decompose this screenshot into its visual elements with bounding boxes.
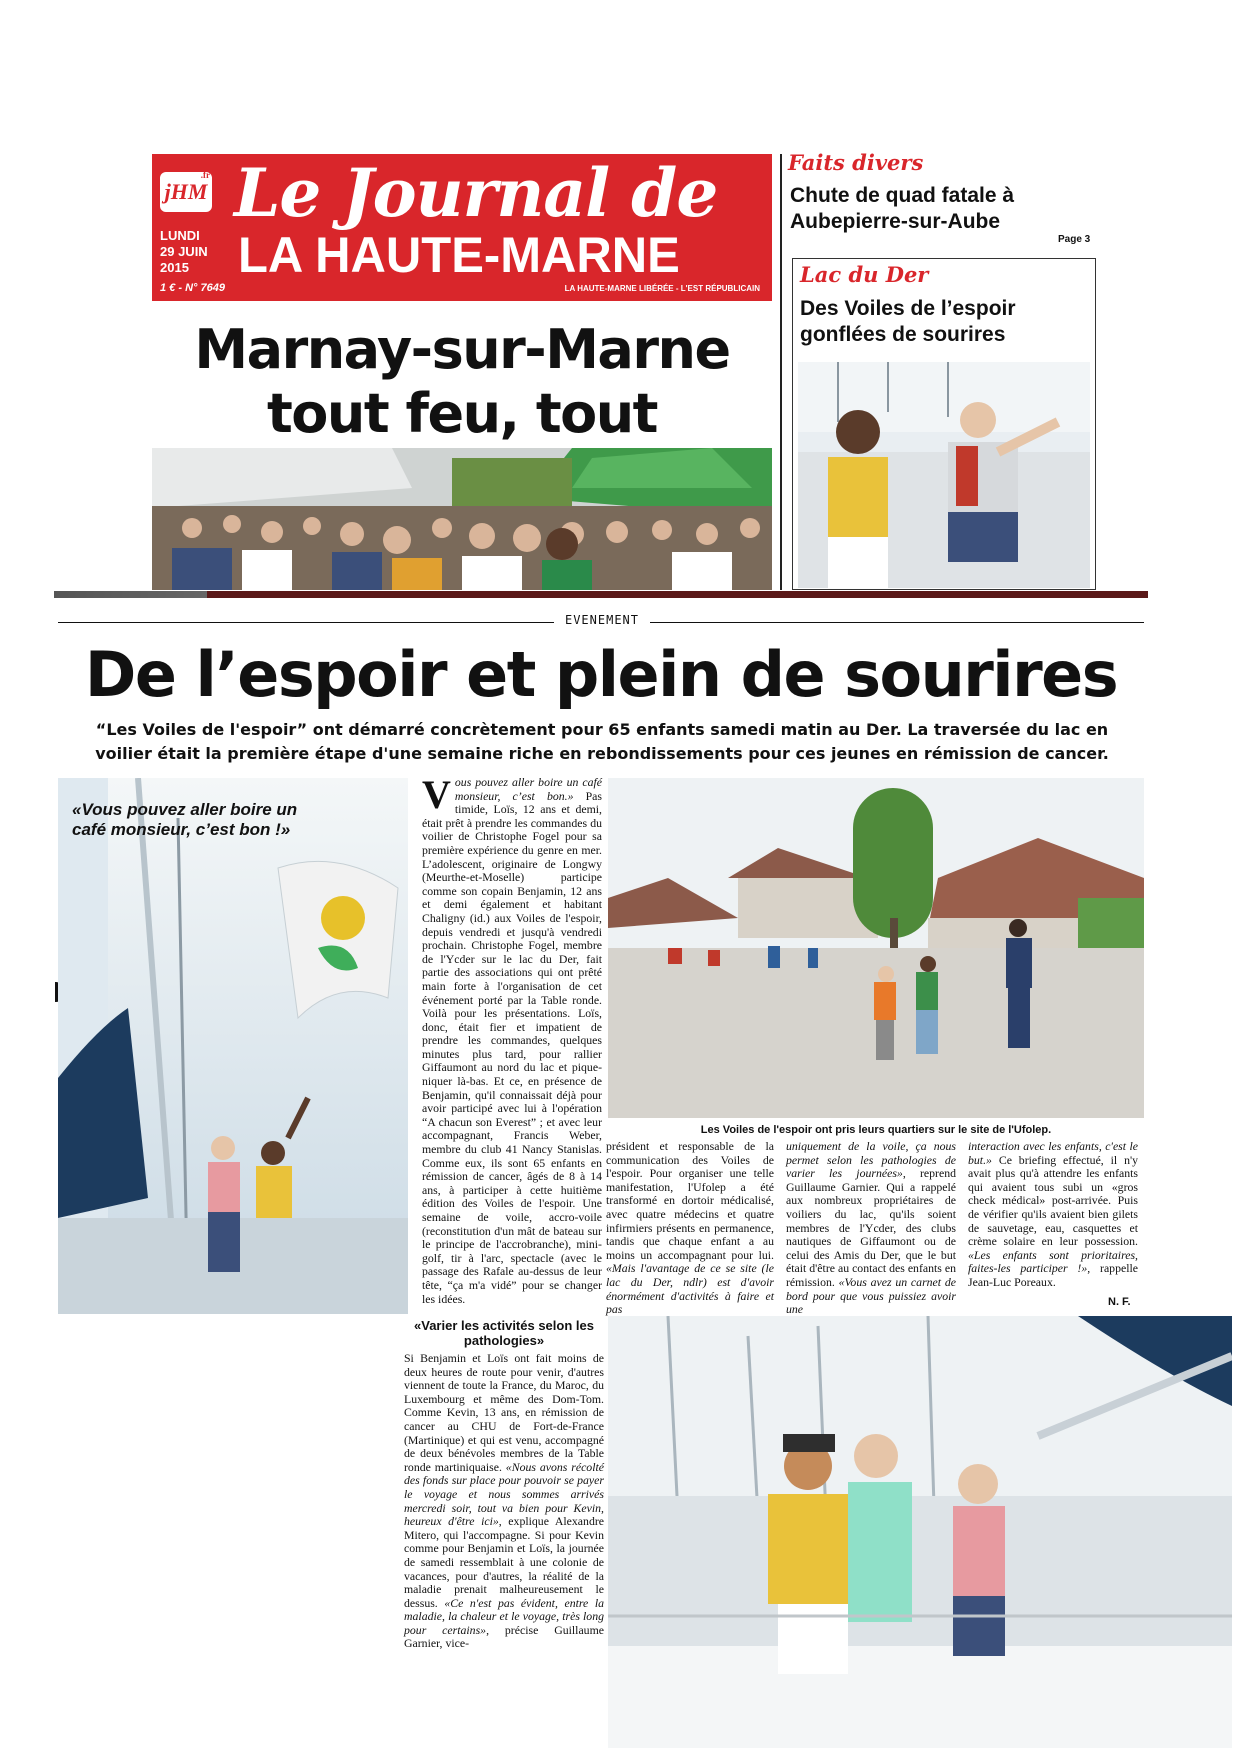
article-column-4 [968,1140,1138,1290]
column-4-text-2: , rappelle Jean-Luc Poreaux. [968,1261,1139,1289]
issue-date: LUNDI 29 JUIN 2015 [160,228,208,275]
newspaper-title-line1: Le Journal de [234,154,718,232]
logo-suffix: .fr [200,170,210,180]
issue-number: 1 € - N° 7649 [160,282,225,294]
article-subhead: «Varier les activités selon les pathologies» [414,1318,594,1348]
kevin-quote: «Nous avons récolté des fonds sur place pour pouvoir se payer le voyage et nous sommes arrivés mercredi soir, tout va bien pour Kevin, heureux d'être ici» [404,1459,604,1529]
column-4-quote-2: «Les enfants sont prioritaires, faites-les participer !» [968,1247,1138,1276]
newspaper-title-line2: LA HAUTE-MARNE [238,227,680,283]
section-label: EVENEMENT [564,613,640,627]
article-column-1-continued [404,1316,604,1651]
opening-quote: ous pouvez aller boire un café monsieur, c’est bon.» [454,775,602,803]
column-3-quote: uniquement de la voile, ça nous permet selon les pathologies de varier les journées» [786,1139,956,1181]
column-1b-text-2: , explique Alexandre Mitero, qui l'accompagne. Si pour Kevin comme pour Benjamin et Loïs, la journée de samedi ressemblait à une colonie de vacances, pour d'autres, la réalité de la maladie prenait malheureusement le dessus. [404,1514,605,1610]
article-column-1 [422,772,603,1306]
column-2-quote: «Mais l'avantage de ce se site (le lac du Der, ndlr) est d'avoir énormément d'activités à faire et pas [606,1261,774,1317]
page-reference: Page 3 [1058,234,1091,245]
lac-du-der-kicker: Lac du Der [800,262,929,287]
section-rule [58,622,554,623]
article-lead: “Les Voiles de l'espoir” ont démarré concrètement pour 65 enfants samedi matin au Der. La traversée du lac en voilier était la première étape d'une semaine riche en rebondissements pour ces jeunes en rémission de cancer. [95,720,1109,763]
article-title: De l’espoir et plein de sourires [84,638,1118,711]
front-headline: Marnay-sur-Marne tout feu, tout [194,318,730,445]
lac-du-der-teaser: Des Voiles de l’espoir gonflées de sourires [800,297,1016,346]
column-3-quote-2: «Vous avez un carnet de bord pour que vous puissiez avoir une [786,1274,956,1317]
kids-on-boat-photo [798,362,1090,588]
logo-text: jHM [164,179,208,204]
column-4-text: Ce briefing effectué, il n'y avait plus qu'à attendre les enfants qui avaient tous subi un «gros check médical» post-arrivée. Puis de vérifier qu'ils avaient bien gilets de sauvetage, eau, casquettes et crème solaire en leur possession. [968,1152,1138,1249]
column-2-text: président et responsable de la communication des Voiles de l'espoir. Pour organiser une telle manifestation, l'Ufolep a été transformé en dortoir médicalisé, avec quatre médecins et quatre infirmiers présents en permanence, tandis que chaque enfant a au moins un accompagnant pour lui. [606,1139,774,1262]
photo-caption: Les Voiles de l'espoir ont pris leurs quartiers sur le site de l'Ufolep. [700,1124,1052,1136]
column-1-text: Pas timide, Loïs, 12 ans et demi, était prêt à prendre les commandes du voilier de Christophe Fogel pour sa première expérience du genre en mer. L’adolescent, originaire de Longwy (Meurthe-et-Moselle) participe comme son copain Benjamin, 12 ans et demi également et habitant Chaligny (id.) aux Voiles de l'espoir, depuis vendredi et jusqu'à vendredi prochain. Christophe Fogel, membre de l'Ycder sur le lac du Der, fait partie des associations qui ont prêté main forte à l'organisation de cet événement porté par la Table ronde. Voilà pour les présentations. Loïs, donc, était fier et impatient de prendre les commandes, quelques minutes plus tard, pour rallier Giffaumont au nord du lac et pique-niquer là-bas. Et ce, en présence de Benjamin, qu'il connaissait déjà pour avoir participé avec lui à l'opération “A chacun son Everest” ; et avec leur accompagnant, Francis Weber, membre du club 41 Nancy Stanislas. Comme eux, ils sont 65 enfants en rémission de cancer, âgés de 8 à 14 ans, à participer à cette huitième édition des Voiles de l'espoir. Une semaine de voile, accro-voile (reconstitution d'un mât de bateau sur le principe de l'accrobranche), mini-golf, tir à l'arc, spectacle (avec le passage des Rafale au-dessus de leur tête, “ça m'a vidé” pour se changer les idées. [422,788,603,1306]
faits-divers-kicker: Faits divers [788,150,924,175]
boat-crew-photo [608,1316,1232,1748]
garnier-quote: «Ce n'est pas évident, entre la maladie, la chaleur et le voyage, très long pour certains» [404,1595,604,1637]
author-signature: N. F. [1108,1296,1131,1308]
column-1b-text-3: , précise Guillaume Garnier, vice- [404,1622,604,1651]
article-column-3 [786,1140,956,1317]
masthead [152,154,772,301]
masthead-tagline: LA HAUTE-MARNE LIBÉRÉE - L'EST RÉPUBLICAIN [564,284,760,293]
faits-divers-teaser: Chute de quad fatale à Aubepierre-sur-Aube [790,184,1015,233]
jhm-logo [160,172,212,212]
sailing-flag-photo [58,778,408,1314]
column-4-quote: interaction avec les enfants, c'est le but.» [968,1139,1138,1167]
column-3-text: , reprend Guillaume Garnier. Qui a rappelé aux nombreux propriétaires de voiliers du lac, qu'ils soient membres de l'Ycder, des clubs nautiques de Giffaumont ou de celui des Amis du Der, que le but était d'être au contact des enfants en rémission. [786,1166,956,1289]
page-divider [54,591,1148,598]
section-rule [650,622,1144,623]
column-1b-text: Si Benjamin et Loïs ont fait moins de deux heures de route pour venir, d'autres viennent de toute la France, du Maroc, du Luxembourg et même des Dom-Tom. Comme Kevin, 13 ans, en rémission de cancer au CHU de Fort-de-France (Martinique) et qui est venu, accompagné de deux bénévoles membres de la Table ronde martiniquaise. [404,1351,604,1474]
crowd-photo [152,448,772,590]
drop-cap: V [422,772,451,817]
photo-quote: «Vous pouvez aller boire un café monsieur, c’est bon !» [72,800,298,839]
ufolep-site-photo [608,778,1144,1118]
article-column-2 [606,1140,774,1317]
sidebar-divider [780,154,782,590]
